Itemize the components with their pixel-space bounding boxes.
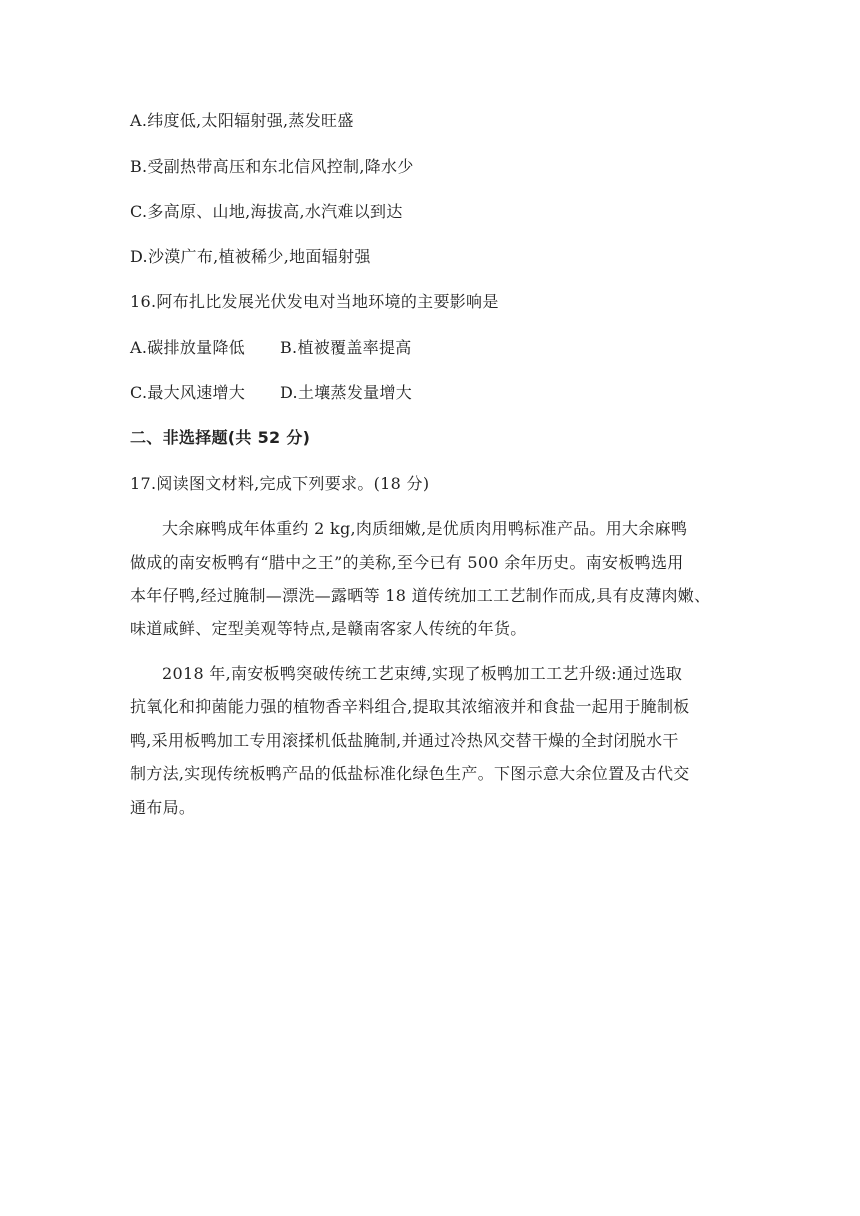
q17-para2-line: 通布局。 (130, 798, 196, 817)
q15-option-b: B.受副热带高压和东北信风控制,降水少 (130, 157, 414, 176)
q15-option-d: D.沙漠广布,植被稀少,地面辐射强 (130, 247, 371, 266)
section-title: 二、非选择题(共 52 分) (130, 428, 311, 447)
q15-option-a: A.纬度低,太阳辐射强,蒸发旺盛 (130, 111, 354, 130)
q16-stem: 16.阿布扎比发展光伏发电对当地环境的主要影响是 (130, 292, 499, 311)
q16-option-a: A.碳排放量降低 (130, 338, 246, 357)
q17-para1-line: 大余麻鸭成年体重约 2 kg,肉质细嫩,是优质肉用鸭标准产品。用大余麻鸭 (162, 519, 688, 538)
q17-para2-line: 2018 年,南安板鸭突破传统工艺束缚,实现了板鸭加工工艺升级:通过选取 (162, 664, 683, 683)
q17-para2-line: 制方法,实现传统板鸭产品的低盐标准化绿色生产。下图示意大余位置及古代交 (130, 764, 690, 783)
q16-option-b: B.植被覆盖率提高 (280, 338, 412, 357)
q17-stem: 17.阅读图文材料,完成下列要求。(18 分) (130, 474, 430, 493)
q17-para1-line: 味道咸鲜、定型美观等特点,是赣南客家人传统的年货。 (130, 619, 527, 638)
q16-option-d: D.土壤蒸发量增大 (280, 383, 413, 402)
q17-para1-line: 做成的南安板鸭有“腊中之王”的美称,至今已有 500 余年历史。南安板鸭选用 (130, 553, 684, 572)
q17-para2-line: 抗氧化和抑菌能力强的植物香辛料组合,提取其浓缩液并和食盐一起用于腌制板 (130, 697, 690, 716)
q15-option-c: C.多高原、山地,海拔高,水汽难以到达 (130, 202, 403, 221)
q17-para2-line: 鸭,采用板鸭加工专用滚揉机低盐腌制,并通过冷热风交替干燥的全封闭脱水干 (130, 731, 679, 750)
q17-para1-line: 本年仔鸭,经过腌制—漂洗—露晒等 18 道传统加工工艺制作而成,具有皮薄肉嫩、 (130, 586, 711, 605)
q16-option-c: C.最大风速增大 (130, 383, 246, 402)
